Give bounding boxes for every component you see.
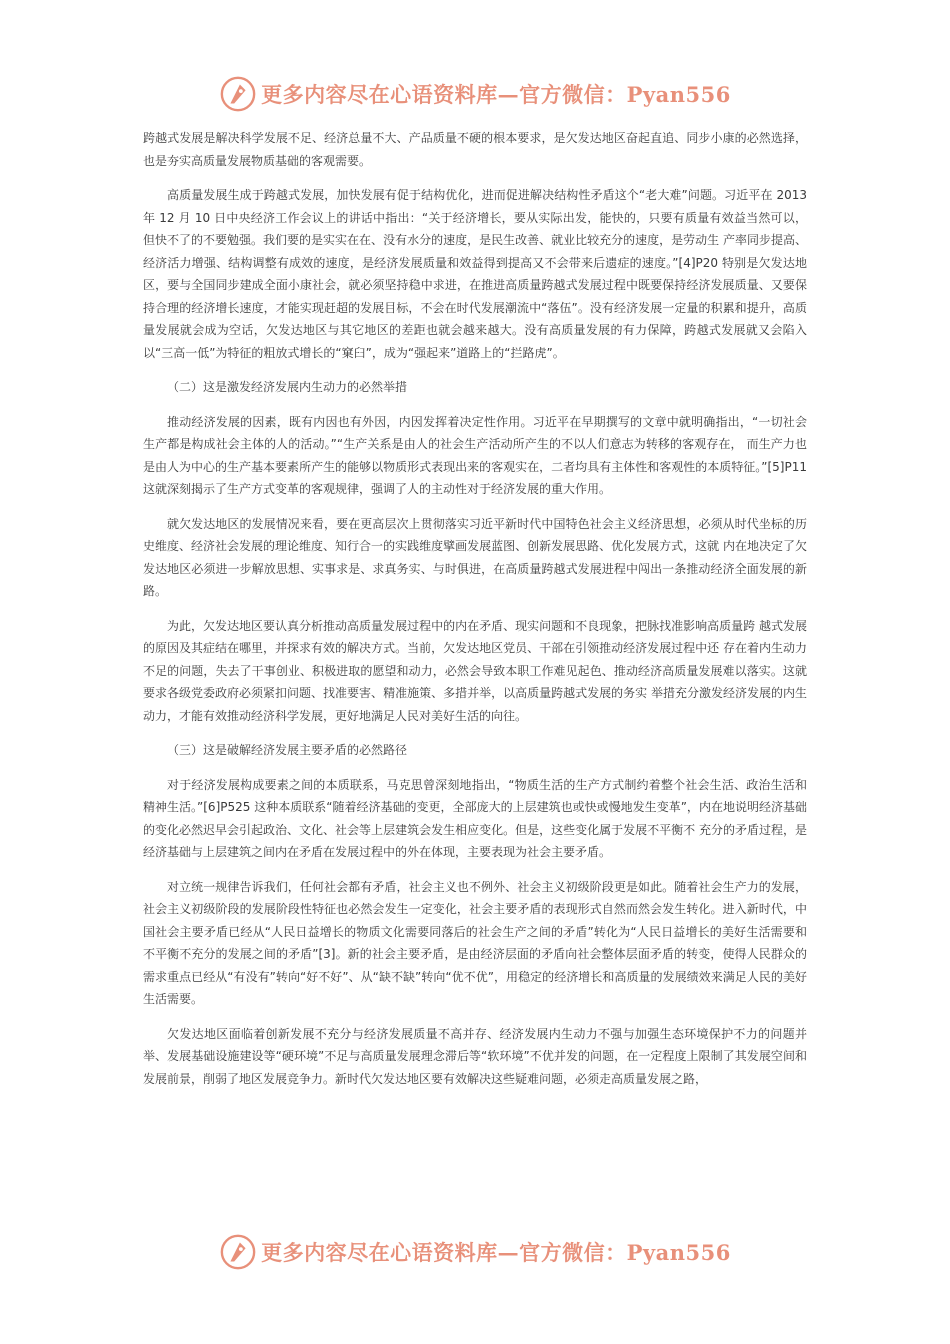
document-body <box>143 127 807 1102</box>
section-heading: （二）这是激发经济发展内生动力的必然举措 <box>167 380 408 394</box>
section-heading: （三）这是破解经济发展主要矛盾的必然路径 <box>167 743 408 757</box>
banner-text: 更多内容尽在心语资料库—官方微信：Pyan556 <box>261 1240 731 1265</box>
paragraph: 对立统一规律告诉我们，任何社会都有矛盾，社会主义也不例外、社会主义初级阶段更是如此。随着社会生产力的发展，社会主义初级阶段的发展阶段性特征也必然会发生一定变化，社会主要矛盾的表现形式自然而然会发生转化。进入新时代，中国社会主要矛盾已经从“人民日益增长的物质文化需要同落后的社会生产之间的矛盾”转化为“人民日益增长的美好生活需要和不平衡不充分的发展之间的矛盾”[3]。新的社会主要矛盾，是由经济层面的矛盾向社会整体层面矛盾的转变，使得人民群众的需求重点已经从“有没有”转向“好不好”、从“缺不缺”转向“优不优”，用稳定的经济增长和高质量的发展绩效来满足人民的美好生活需要。 <box>143 879 807 1006</box>
paragraph: 对于经济发展构成要素之间的本质联系，马克思曾深刻地指出，“物质生活的生产方式制约着整个社会生活、政治生活和精神生活。”[6]P525 这种本质联系“随着经济基础的变更，全部庞大的上层建筑也或快或慢地发生变革”，内在地说明经济基础的变化必然迟早会引起政治、文化、社会等上层建筑会发生相应变化。但是，这些变化属于发展不平衡不 充分的矛盾过程，是经济基础与上层建筑之间内在矛盾在发展过程中的外在体现，主要表现为社会主要矛盾。 <box>143 777 807 859</box>
paragraph: 欠发达地区面临着创新发展不充分与经济发展质量不高并存、经济发展内生动力不强与加强生态环境保护不力的问题并举、发展基础设施建设等“硬环境”不足与高质量发展理念滞后等“软环境”不优并发的问题，在一定程度上限制了其发展空间和发展前景，削弱了地区发展竞争力。新时代欠发达地区要有效解决这些疑难问题，必须走高质量发展之路， <box>143 1026 807 1086</box>
paragraph: 高质量发展生成于跨越式发展，加快发展有促于结构优化，进而促进解决结构性矛盾这个“老大难”问题。习近平在 2013 年 12 月 10 日中央经济工作会议上的讲话中指出：“关于经济增长，要从实际出发，能快的，只要有质量有效益当然可以，但快不了的不要勉强。我们要的是实实在在、没有水分的速度，是民生改善、就业比较充分的速度，是劳动生 产率同步提高、经济活力增强、结构调整有成效的速度，是经济发展质量和效益得到提高又不会带来后遗症的速度。”[4]P20 特别是欠发达地区，要与全国同步建成全面小康社会，就必须坚持稳中求进，在推进高质量跨越式发展过程中既要保持经济发展质量、又要保持合理的经济增长速度，才能实现赶超的发展目标，不会在时代发展潮流中“落伍”。没有经济发展一定量的积累和提升，高质量发展就会成为空话，欠发达地区与其它地区的差距也就会越来越大。没有高质量发展的有力保障，跨越式发展就又会陷入以“三高一低”为特征的粗放式增长的“窠臼”，成为“强起来”道路上的“拦路虎”。 <box>143 188 807 360</box>
paragraph: 推动经济发展的因素，既有内因也有外因，内因发挥着决定性作用。习近平在早期撰写的文章中就明确指出，“一切社会生产都是构成社会主体的人的活动。”“生产关系是由人的社会生产活动所产生的不以人们意志为转移的客观存在， 而生产力也是由人为中心的生产基本要素所产生的能够以物质形式表现出来的客观实在，二者均具有主体性和客观性的本质特征。”[5]P11 这就深刻揭示了生产方式变革的客观规律，强调了人的主动性对于经济发展的重大作用。 <box>143 414 807 496</box>
header-banner <box>0 72 950 116</box>
pen-nib-logo-icon <box>219 75 257 113</box>
paragraph: 为此，欠发达地区要认真分析推动高质量发展过程中的内在矛盾、现实问题和不良现象，把脉找准影响高质量跨 越式发展的原因及其症结在哪里，并探求有效的解决方式。当前，欠发达地区党员、干部在引领推动经济发展过程中还 存在着内生动力不足的问题，失去了干事创业、积极进取的愿望和动力，必然会导致本职工作难见起色、推动经济高质量发展难以落实。这就要求各级党委政府必须紧扣问题、找准要害、精准施策、多措并举，以高质量跨越式发展的务实 举措充分激发经济发展的内生动力，才能有效推动经济科学发展，更好地满足人民对美好生活的向往。 <box>143 618 807 723</box>
paragraph: 就欠发达地区的发展情况来看，要在更高层次上贯彻落实习近平新时代中国特色社会主义经济思想，必须从时代坐标的历史维度、经济社会发展的理论维度、知行合一的实践维度擘画发展蓝图、创新发展思路、优化发展方式，这就 内在地决定了欠发达地区必须进一步解放思想、实事求是、求真务实、与时俱进，在高质量跨越式发展进程中闯出一条推动经济全面发展的新路。 <box>143 516 807 598</box>
footer-banner <box>0 1230 950 1274</box>
pen-nib-logo-icon <box>219 1233 257 1271</box>
paragraph: 跨越式发展是解决科学发展不足、经济总量不大、产品质量不硬的根本要求，是欠发达地区奋起直追、同步小康的必然选择，也是夯实高质量发展物质基础的客观需要。 <box>143 131 807 168</box>
banner-text: 更多内容尽在心语资料库—官方微信：Pyan556 <box>261 82 731 107</box>
